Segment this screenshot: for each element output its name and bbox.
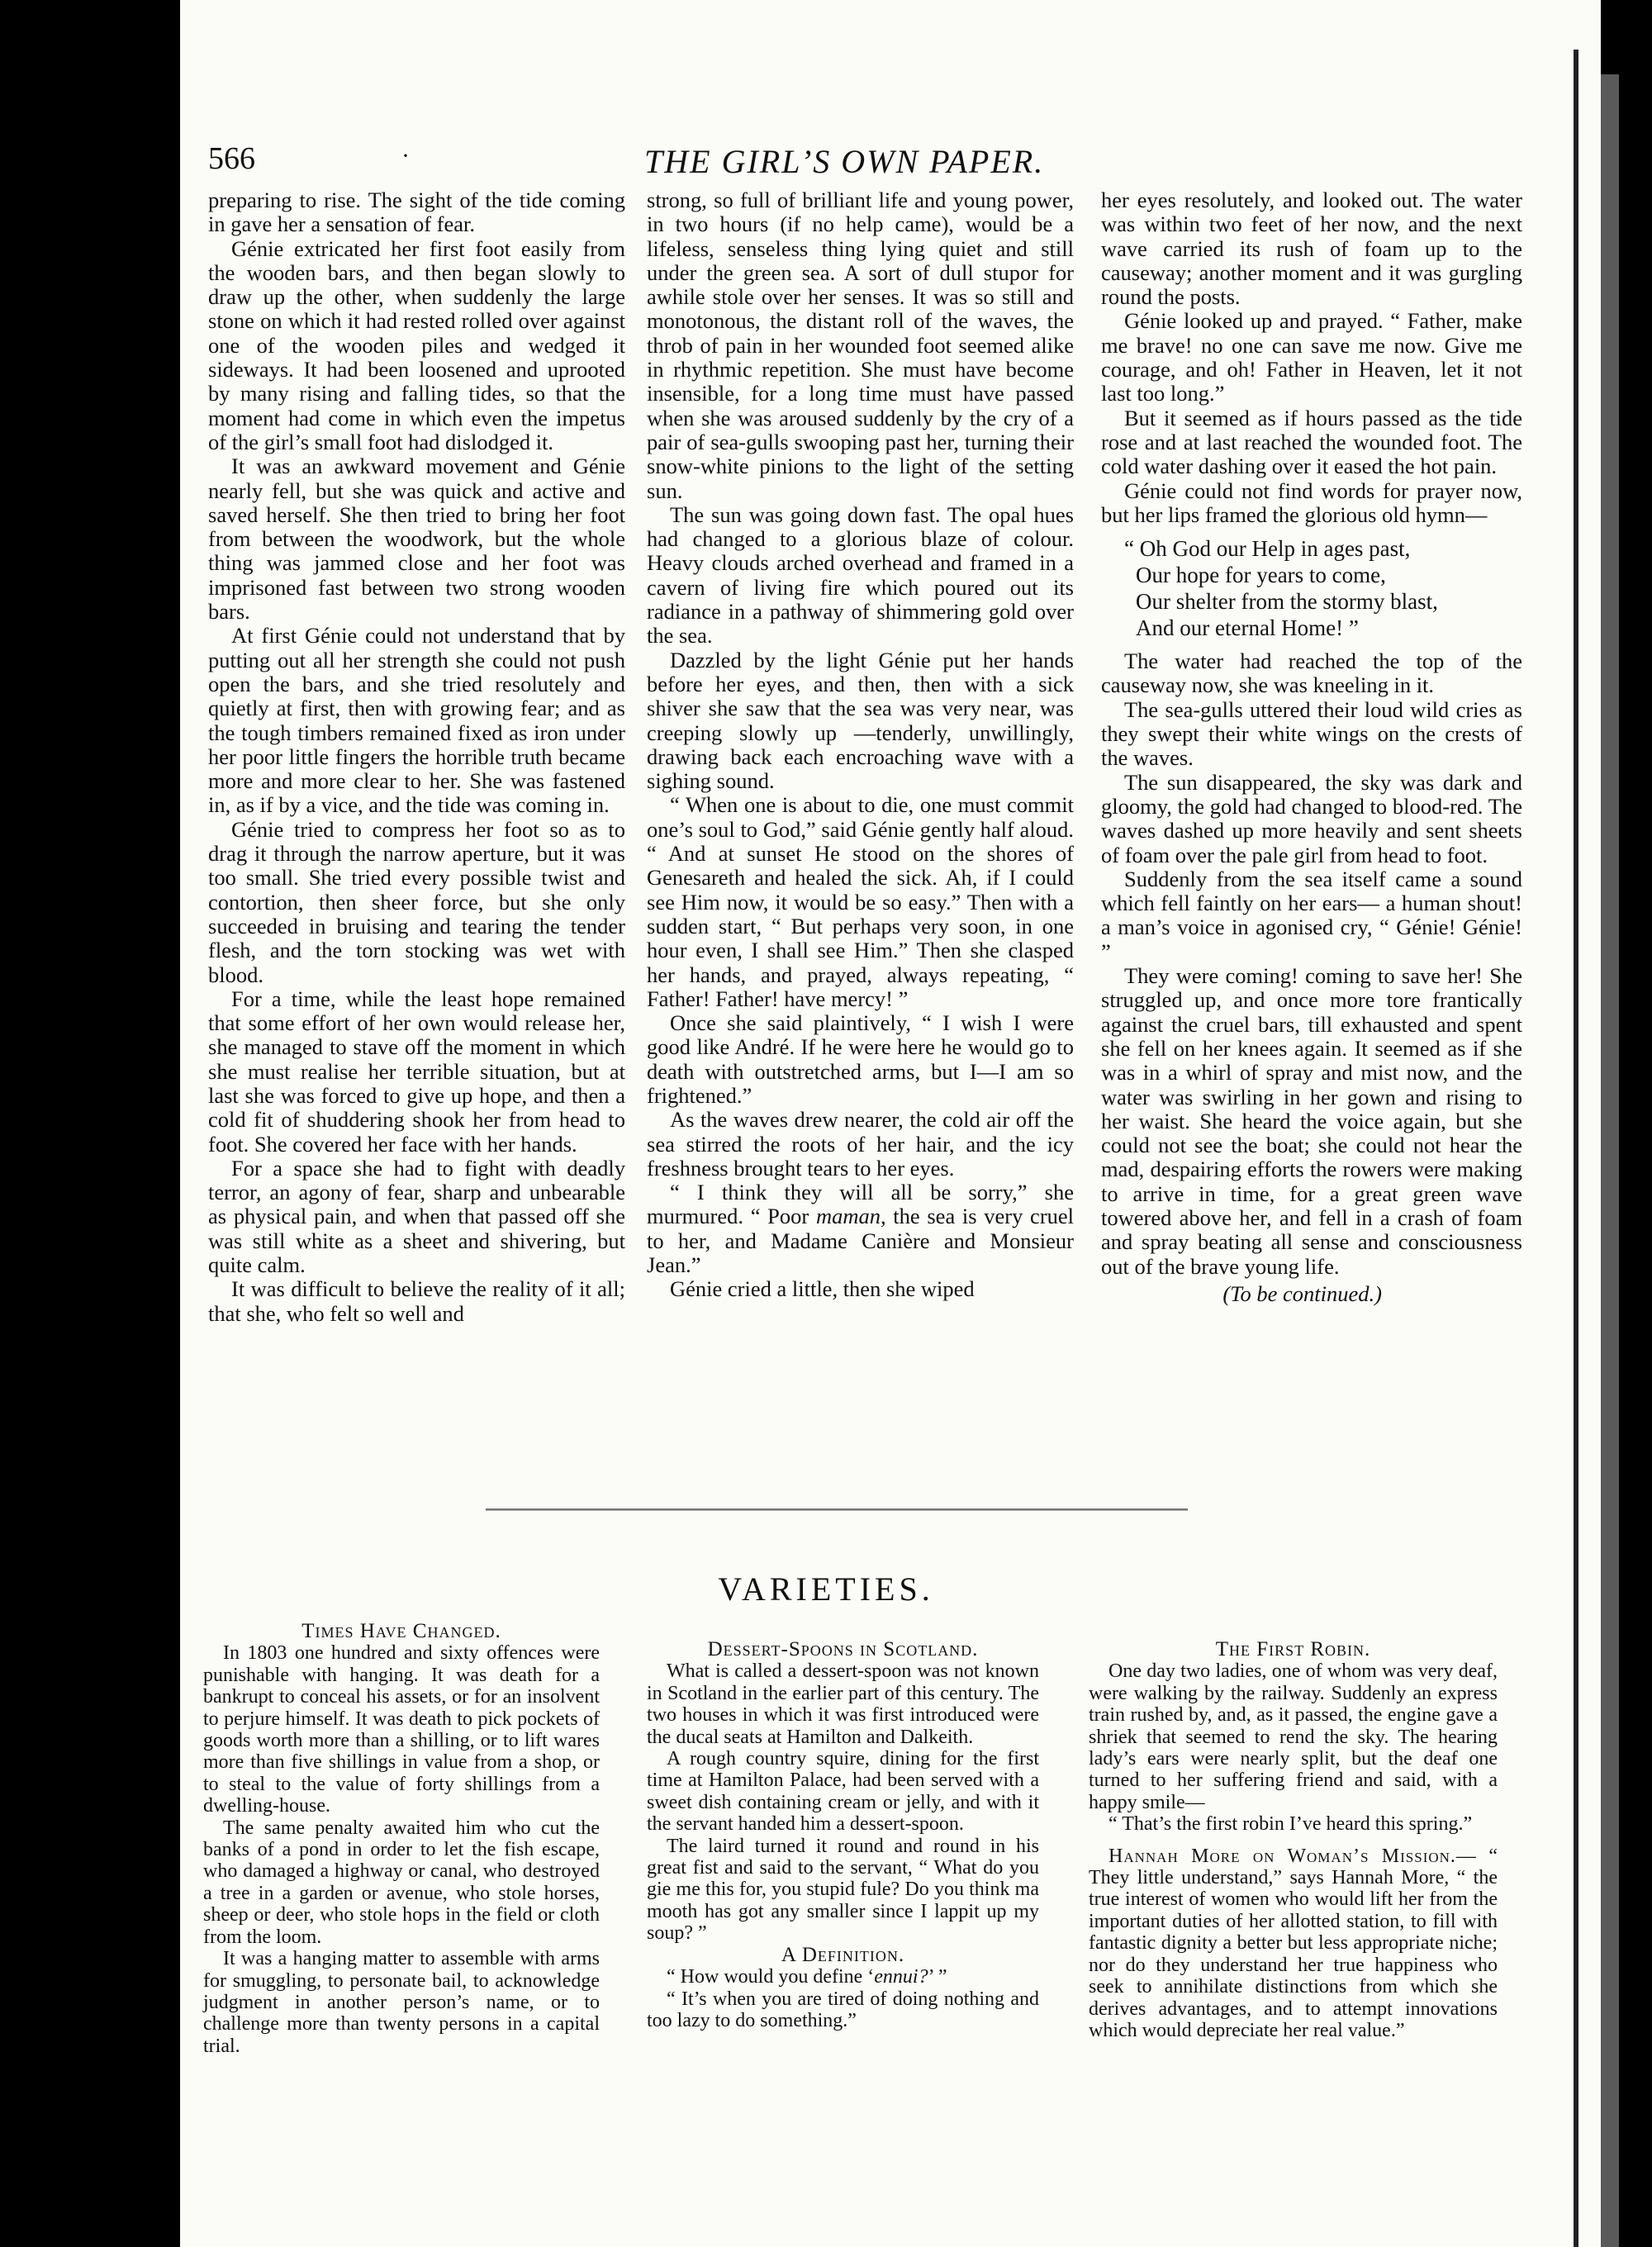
text-run: “ How would you define ‘	[667, 1966, 875, 1988]
paragraph: The sun was going down fast. The opal hues had changed to a glorious blaze of colour. Heavy clouds arched overhead and framed in a cavern of living fire which poured out its radiance in a pathway of shimmering gold over the sea.	[647, 501, 1074, 648]
paragraph: her eyes resolutely, and looked out. The water was within two feet of her now, and the next wave carried its rush of foam up to the causeway; another moment and it was gurgling round the posts.	[1101, 188, 1522, 310]
paragraph: The laird turned it round and round in his great fist and said to the servant, “ What do you gie me this for, you stupid fule? Do you think ma mooth has got any smaller since I lappit up my soup? ”	[647, 1835, 1039, 1945]
paragraph: preparing to rise. The sight of the tide coming in gave her a sensation of fear.	[208, 188, 625, 237]
paragraph: “ When one is about to die, one must commit one’s soul to God,” said Génie gently half aloud. “ And at sunset He stood on the shores of Genesareth and healed the sick. Ah, if I could see Him now, it would be so easy.” Then with a sudden start, “ But perhaps very soon, in one hour even, I shall see Him.” Then she clasped her hands, and prayed, always repeating, “ Father! Father! have mercy! ”	[647, 792, 1074, 1011]
article-heading: A Definition.	[781, 1943, 905, 1966]
paragraph: “ That’s the first robin I’ve heard this spring.”	[1108, 1813, 1473, 1836]
paragraph	[647, 1966, 1039, 1988]
running-title: THE GIRL’S OWN PAPER.	[644, 143, 1045, 180]
varieties-column-1	[203, 1621, 600, 2057]
article-heading: The First Robin.	[1215, 1638, 1371, 1660]
paragraph: A rough country squire, dining for the first time at Hamilton Palace, had been served with a sweet dish containing cream or jelly, and with it the servant handed him a dessert-spoon.	[647, 1748, 1039, 1836]
paragraph: Suddenly from the sea itself came a sound which fell faintly on her ears— a human shout! a man’s voice in agonised cry, “ Génie! Génie! ”	[1101, 866, 1522, 964]
to-be-continued: (To be continued.)	[1222, 1280, 1382, 1306]
paragraph: For a time, while the least hope remained that some effort of her own would release her, she managed to stave off the moment in which she must realise her terrible situation, but at last she was forced to give up hope, and then a cold fit of shuddering shook her from head to foot. She covered her face with her hands.	[208, 986, 625, 1157]
story-column-1	[208, 188, 625, 1326]
paragraph: Dazzled by the light Génie put her hands before her eyes, and then, then with a sick shiver she saw that the sea was very near, was creeping slowly up —tenderly, unwillingly, drawing back each encroaching wave with a sighing sound.	[647, 647, 1074, 794]
text-run: ’ ”	[928, 1966, 947, 1988]
paragraph: In 1803 one hundred and sixty offences were punishable with hanging. It was death for a bankrupt to conceal his assets, or for an insolvent to perjure himself. It was death to pick pockets of goods worth more than a shilling, or to lift wares more than five shillings in value from a shop, or to steal to the value of forty shillings from a dwelling-house.	[203, 1642, 600, 1817]
hymn-quote	[1124, 535, 1522, 641]
paragraph: strong, so full of brilliant life and young power, in two hours (if no help came), would be a lifeless, senseless thing lying quiet and still under the green sea. A sort of dull stupor for awhile stole over her senses. It was so still and monotonous, the distant roll of the waves, the throb of pain in her wounded foot seemed alike in rhythmic repetition. She must have become insensible, for a long time must have passed when she was aroused suddenly by the cry of a pair of sea-gulls swooping past her, turning their snow-white pinions to the light of the setting sun.	[647, 188, 1074, 503]
varieties-column-3	[1089, 1639, 1498, 2041]
paragraph: As the waves drew nearer, the cold air off the sea stirred the roots of her hair, and the icy freshness brought tears to her eyes.	[647, 1107, 1074, 1181]
article-heading: Dessert-Spoons in Scotland.	[707, 1638, 979, 1660]
text-run: “ I think they will all be sorry,” she murmured. “ Poor	[647, 1180, 1074, 1229]
paragraph: Génie tried to compress her foot so as to drag it through the narrow aperture, but it was too small. She tried every possible twist and contortion, then sheer force, but she only succeeded in bruising and tearing the tender flesh, and the torn stocking was wet with blood.	[208, 816, 625, 987]
paragraph	[647, 1181, 1074, 1277]
hymn-line: And our eternal Home! ”	[1136, 615, 1359, 641]
paragraph: Génie extricated her first foot easily from the wooden bars, and then began slowly to draw up the other, when suddenly the large stone on which it had rested rolled over against one of the wooden piles and wedged it sideways. It had been loosened and uprooted by many rising and falling tides, so that the moment had come in which even the impetus of the girl’s small foot had dislodged it.	[208, 235, 625, 454]
paragraph: The water had reached the top of the causeway now, she was kneeling in it.	[1101, 648, 1522, 698]
hymn-line: “ Oh God our Help in ages past,	[1124, 536, 1411, 562]
text-run: the sea is very cruel to her, and Madame Canière and Monsieur Jean.”	[647, 1204, 1075, 1278]
paragraph: But it seemed as if hours passed as the tide rose and at last reached the wounded foot. The cold water dashing over it eased the hot pain.	[1101, 405, 1522, 479]
varieties-title: VARIETIES.	[718, 1570, 934, 1608]
paragraph: One day two ladies, one of whom was very deaf, were walking by the railway. Suddenly an express train rushed by, and, as it passed, the engine gave a shriek that seemed to rend the sky. The hearing lady’s ears were nearly split, but the deaf one turned to her suffering friend and said, with a happy smile—	[1089, 1660, 1498, 1813]
italic-word: ennui?	[874, 1966, 928, 1988]
paragraph: Once she said plaintively, “ I wish I were good like André. If he were here he would go to death with outstretched arms, but I—I am so frightened.”	[647, 1010, 1074, 1108]
paragraph	[1089, 1846, 1498, 2042]
paragraph: It was difficult to believe the reality of it all; that she, who felt so well and	[208, 1276, 625, 1326]
italic-word: maman,	[815, 1204, 886, 1229]
paragraph: It was a hanging matter to assemble with arms for smuggling, to personate bail, to acknowledge judgment in another person’s name, or to challenge more than twenty persons in a capital trial.	[203, 1948, 600, 2057]
header-ornament: ·	[401, 142, 410, 169]
paragraph: At first Génie could not understand that by putting out all her strength she could not push open the bars, and she tried resolutely and quietly at first, then with growing fear; and as the tough timbers remained fixed as iron under her poor little fingers the horrible truth became more and more clear to her. She was fastened in, as if by a vice, and the tide was coming in.	[208, 623, 625, 818]
paragraph: For a space she had to fight with deadly terror, an agony of fear, sharp and unbearable as physical pain, and when that passed off she was still white as a sheet and shivering, but quite calm.	[208, 1155, 625, 1278]
paragraph: The same penalty awaited him who cut the banks of a pond in order to let the fish escape, who damaged a highway or canal, who destroyed a tree in a garden or avenue, who stole horses, sheep or deer, who stole hops in the field or cloth from the loom.	[203, 1817, 600, 1948]
hymn-line: Our shelter from the stormy blast,	[1136, 589, 1438, 615]
paragraph: The sea-gulls uttered their loud wild cries as they swept their white wings on the crests of the waves.	[1101, 696, 1522, 771]
paragraph: Génie cried a little, then she wiped	[670, 1276, 975, 1302]
varieties-column-2	[647, 1639, 1039, 2031]
paragraph: What is called a dessert-spoon was not known in Scotland in the earlier part of this century. The two houses in which it was first introduced were the ducal seats at Hamilton and Dalkeith.	[647, 1660, 1039, 1748]
section-divider	[486, 1508, 1188, 1511]
story-column-3	[1101, 188, 1522, 1306]
paragraph: The sun disappeared, the sky was dark and gloomy, the gold had changed to blood-red. The waves dashed up more heavily and sent sheets of foam over the pale girl from head to foot.	[1101, 769, 1522, 867]
inline-heading: Hannah More on Woman’s Mission.—	[1108, 1845, 1477, 1867]
paragraph: They were coming! coming to save her! She struggled up, and once more tore frantically against the cruel bars, till exhausted and spent she fell on her knees again. It seemed as if she was in a whirl of spray and mist now, and the water was swirling in her gown and rising to her waist. She heard the voice again, but she could not see the boat; she could not hear the mad, despairing efforts the rowers were making to arrive in time, for a great green wave towered above her, and fell in a crash of foam and spray beating all sense and consciousness out of the brave young life.	[1101, 963, 1522, 1279]
paragraph: Génie could not find words for prayer now, but her lips framed the glorious old hymn—	[1101, 477, 1522, 527]
page-shadow-line	[1574, 50, 1578, 2247]
paragraph: Génie looked up and prayed. “ Father, make me brave! no one can save me now. Give me courage, and oh! Father in Heaven, let it not last too long.”	[1101, 308, 1522, 406]
hymn-line: Our hope for years to come,	[1136, 563, 1386, 588]
paragraph: “ It’s when you are tired of doing nothing and too lazy to do something.”	[647, 1988, 1039, 2031]
text-run: “ They little understand,” says Hannah More, “ the true interest of women who would lift her from the important duties of her allotted station, to fill with fantastic dignity a better but less appropriate niche; nor do they understand her true happiness who seek to annihilate distinctions from which she derives advantages, and to attempt innovations which would depreciate her real value.”	[1089, 1845, 1498, 2041]
page-edge	[1601, 74, 1619, 2247]
story-column-2	[647, 188, 1074, 1302]
page-number: 566	[208, 141, 255, 176]
paragraph: It was an awkward movement and Génie nearly fell, but she was quick and active and saved herself. She then tried to bring her foot from between the woodwork, but the whole thing was jammed close and her foot was imprisoned fast between two strong wooden bars.	[208, 454, 625, 625]
article-heading: Times Have Changed.	[301, 1620, 501, 1642]
